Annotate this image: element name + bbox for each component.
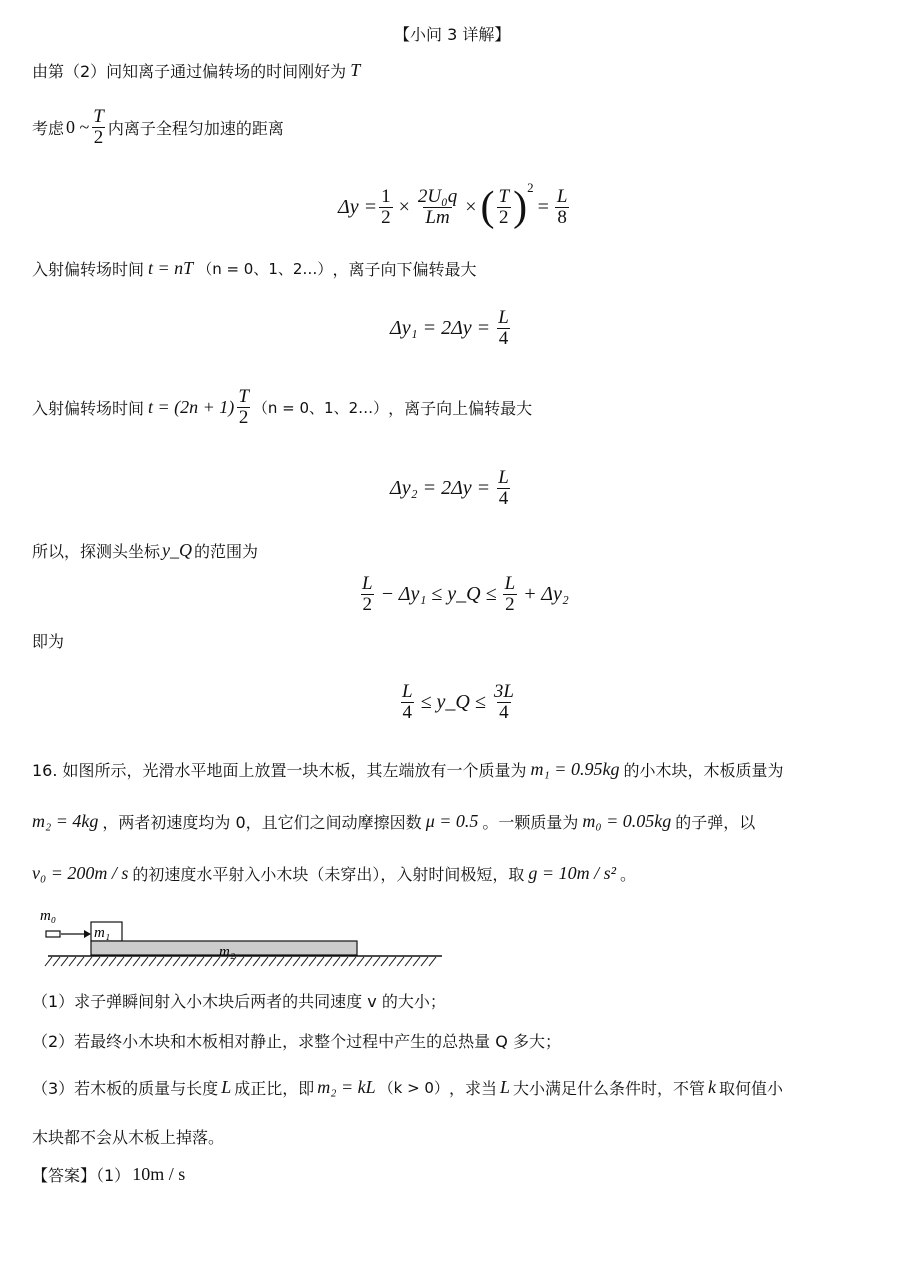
expr-g: g = 10m / s² — [528, 862, 616, 883]
expr-mu: μ = 0.5 — [425, 810, 479, 831]
hatch-mark — [173, 957, 180, 966]
fraction-T-over-2 — [497, 187, 512, 228]
hatch-mark — [381, 957, 388, 966]
text-line-1 — [32, 58, 360, 82]
frac-num: L — [498, 306, 509, 328]
question-3-line-2 — [32, 1124, 224, 1148]
frac-den: Lm — [425, 206, 450, 228]
hatch-mark — [429, 957, 436, 966]
fraction-L-over-2 — [360, 574, 375, 615]
ground-hatching — [45, 957, 436, 966]
left-paren: ( — [480, 184, 495, 230]
hatch-mark — [253, 957, 260, 966]
text-segment: 入射偏转场时间 — [32, 259, 145, 279]
answer-value: 10m / s — [132, 1163, 186, 1184]
fraction-1-over-2 — [379, 187, 393, 228]
var-T: T — [350, 59, 361, 80]
var-k: k — [708, 1076, 717, 1097]
hatch-mark — [53, 957, 60, 966]
equals-sign: = — [537, 195, 549, 218]
hatch-mark — [317, 957, 324, 966]
question-3-line-1 — [32, 1074, 783, 1100]
fraction-3L-over-4 — [492, 682, 516, 723]
text-segment: （2）若最终小木块和木板相对静止，求整个过程中产生的总热量 Q 多大； — [32, 1031, 561, 1051]
hatch-mark — [61, 957, 68, 966]
right-paren: ) — [513, 184, 528, 230]
text-segment: 取何值小 — [719, 1078, 784, 1098]
hatch-mark — [125, 957, 132, 966]
fraction-T-over-2 — [91, 107, 106, 148]
var-L: L — [499, 1076, 510, 1097]
hatch-mark — [357, 957, 364, 966]
hatch-mark — [349, 957, 356, 966]
hatch-mark — [269, 957, 276, 966]
text-segment: 即为 — [32, 631, 65, 651]
text-segment: 大小满足什么条件时，不管 — [513, 1078, 706, 1098]
answer-label: 【答案】（1） — [32, 1165, 131, 1185]
answer-line — [32, 1162, 185, 1186]
frac-den: 2 — [362, 593, 373, 615]
question-2 — [32, 1028, 561, 1052]
hatch-mark — [197, 957, 204, 966]
equation-delta-y1 — [390, 300, 513, 356]
expr-v0: v₀ = 200m / s — [32, 862, 129, 883]
frac-num: L — [402, 680, 413, 702]
text-segment: 木块都不会从木板上掉落。 — [32, 1127, 225, 1147]
text-segment: 的小木块，木板质量为 — [623, 760, 784, 780]
expr-k-positive: （k > 0） — [378, 1078, 449, 1097]
eq-middle: − Δy₁ ≤ y_Q ≤ — [380, 582, 497, 605]
bullet-arrow-head — [84, 930, 91, 938]
text-segment: ，离子向下偏转最大 — [332, 259, 477, 279]
frac-den: 4 — [499, 701, 509, 723]
text-segment: 由第（2）问知离子通过偏转场的时间刚好为 — [32, 61, 347, 81]
problem16-line-1 — [32, 756, 783, 782]
frac-num: L — [556, 185, 568, 207]
eq-lhs: Δy₁ = 2Δy = — [390, 316, 491, 339]
hatch-mark — [45, 957, 52, 966]
hatch-mark — [149, 957, 156, 966]
text-segment: ，离子向上偏转最大 — [388, 398, 533, 418]
hatch-mark — [157, 957, 164, 966]
hatch-mark — [301, 957, 308, 966]
fraction-L-over-8 — [555, 187, 570, 228]
text-segment: ，两者初速度均为 0，且它们之间动摩擦因数 — [102, 812, 422, 832]
times-sign: × — [398, 195, 410, 218]
hatch-mark — [181, 957, 188, 966]
eq-lhs: Δy = — [338, 195, 378, 218]
frac-num: L — [498, 466, 509, 488]
text-line-6 — [32, 628, 64, 652]
hatch-mark — [373, 957, 380, 966]
expr-t-nT: t = nT — [148, 257, 194, 278]
expr-n-range: （n = 0、1、2…） — [197, 259, 333, 278]
exponent: 2 — [527, 180, 534, 195]
bullet-shape — [46, 931, 60, 937]
expr-n-range: （n = 0、1、2…） — [252, 398, 389, 417]
fraction-L-over-4 — [400, 682, 415, 723]
label-m1: m₁ — [94, 925, 111, 941]
hatch-mark — [333, 957, 340, 966]
text-segment: ，求当 — [448, 1078, 497, 1098]
hatch-mark — [109, 957, 116, 966]
expr-m2: m₂ = 4kg — [32, 810, 99, 831]
var-L: L — [221, 1076, 232, 1097]
frac-den: 4 — [498, 327, 509, 349]
hatch-mark — [293, 957, 300, 966]
text-segment: 成正比，即 — [234, 1078, 315, 1098]
hatch-mark — [309, 957, 316, 966]
text-segment: 。 — [619, 864, 636, 884]
hatch-mark — [237, 957, 244, 966]
text-line-3 — [32, 256, 476, 280]
equation-yQ-range — [358, 566, 569, 622]
hatch-mark — [133, 957, 140, 966]
frac-den: 2 — [381, 206, 391, 228]
hatch-mark — [397, 957, 404, 966]
hatch-mark — [93, 957, 100, 966]
text-segment: 的初速度水平射入小木块（未穿出），入射时间极短，取 — [132, 864, 525, 884]
hatch-mark — [285, 957, 292, 966]
range-expr: 0 ~ — [66, 116, 90, 137]
problem16-line-2 — [32, 808, 755, 834]
fraction-2U0q-over-Lm — [416, 187, 459, 228]
frac-den: 2 — [505, 593, 515, 615]
text-segment: （1）求子弹瞬间射入小木块后两者的共同速度 v 的大小； — [32, 991, 446, 1011]
frac-den: 2 — [499, 206, 509, 228]
expr-t-2n-plus-1: t = (2n + 1) — [148, 396, 235, 417]
text-segment: 内离子全程匀加速的距离 — [107, 118, 284, 138]
text-segment: 入射偏转场时间 — [32, 398, 145, 418]
frac-num: L — [504, 572, 516, 594]
text-line-4 — [32, 382, 532, 432]
hatch-mark — [413, 957, 420, 966]
frac-num: L — [362, 572, 373, 594]
hatch-mark — [365, 957, 372, 966]
fraction-L-over-4 — [496, 308, 511, 349]
hatch-mark — [77, 957, 84, 966]
frac-num: T — [238, 385, 249, 407]
hatch-mark — [245, 957, 252, 966]
times-sign: × — [465, 195, 477, 218]
hatch-mark — [69, 957, 76, 966]
hatch-mark — [141, 957, 148, 966]
expr-m1: m₁ = 0.95kg — [530, 758, 620, 779]
frac-den: 2 — [93, 126, 104, 148]
hatch-mark — [261, 957, 268, 966]
equation-yQ-final — [398, 674, 518, 730]
frac-den: 4 — [402, 701, 413, 723]
fraction-L-over-4 — [496, 468, 511, 509]
text-segment: （3）若木板的质量与长度 — [32, 1078, 219, 1098]
hatch-mark — [205, 957, 212, 966]
frac-num: 1 — [381, 185, 391, 207]
expr-m0: m₀ = 0.05kg — [582, 810, 672, 831]
frac-num: T — [93, 105, 104, 127]
label-m2: m₂ — [219, 944, 236, 960]
text-segment: 的子弹，以 — [675, 812, 756, 832]
frac-den: 4 — [498, 487, 509, 509]
text-segment: 16. 如图所示，光滑水平地面上放置一块木板，其左端放有一个质量为 — [32, 760, 527, 780]
eq-middle: ≤ y_Q ≤ — [420, 690, 486, 713]
frac-num: 2U₀q — [417, 185, 458, 207]
equation-delta-y — [338, 174, 571, 240]
var-yQ: y_Q — [162, 539, 193, 560]
hatch-mark — [405, 957, 412, 966]
eq-tail: + Δy₂ — [523, 582, 569, 605]
problem16-line-3 — [32, 860, 636, 886]
text-line-2 — [32, 102, 284, 152]
text-segment: 考虑 — [32, 118, 65, 138]
frac-den: 8 — [557, 206, 567, 228]
eq-lhs: Δy₂ = 2Δy = — [390, 476, 491, 499]
hatch-mark — [389, 957, 396, 966]
text-line-5 — [32, 538, 258, 562]
text-segment: 的范围为 — [194, 541, 259, 561]
hatch-mark — [213, 957, 220, 966]
hatch-mark — [421, 957, 428, 966]
question-1 — [32, 988, 446, 1012]
hatch-mark — [325, 957, 332, 966]
hatch-mark — [101, 957, 108, 966]
fraction-L-over-2 — [503, 574, 518, 615]
equation-delta-y2 — [390, 460, 513, 516]
label-m0: m₀ — [40, 908, 57, 924]
section-title: 【小问 3 详解】 — [394, 25, 511, 44]
text-segment: 所以，探测头坐标 — [32, 541, 161, 561]
hatch-mark — [277, 957, 284, 966]
hatch-mark — [117, 957, 124, 966]
frac-num: 3L — [493, 680, 514, 702]
frac-num: T — [498, 185, 510, 207]
block-board-diagram — [38, 904, 448, 974]
hatch-mark — [341, 957, 348, 966]
frac-den: 2 — [238, 406, 249, 428]
hatch-mark — [85, 957, 92, 966]
fraction-T-over-2 — [236, 387, 251, 428]
expr-m2-kL: m₂ = kL — [317, 1076, 376, 1097]
text-segment: 。一颗质量为 — [482, 812, 579, 832]
hatch-mark — [189, 957, 196, 966]
hatch-mark — [165, 957, 172, 966]
